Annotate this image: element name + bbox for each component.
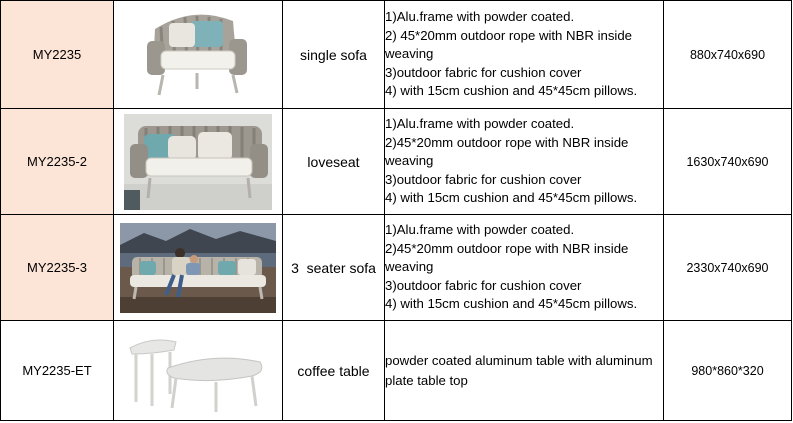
- description-line: 4) with 15cm cushion and 45*45cm pillows.: [385, 296, 638, 312]
- description-line: weaving: [385, 46, 434, 62]
- description-line: 1)Alu.frame with powder coated.: [385, 9, 575, 25]
- description-line: 2)45*20mm outdoor rope with NBR inside: [385, 134, 629, 150]
- description-line: 1)Alu.frame with powder coated.: [385, 222, 575, 238]
- description-line: 3)outdoor fabric for cushion cover: [385, 171, 582, 187]
- description-line: weaving: [385, 153, 434, 169]
- description-line: 2)45*20mm outdoor rope with NBR inside: [385, 240, 629, 256]
- table-row: [1, 109, 792, 215]
- product-name-cell: 3 seater sofa: [283, 215, 385, 321]
- description-line: 4) with 15cm cushion and 45*45cm pillows.: [385, 83, 638, 99]
- table-row: [1, 1, 792, 109]
- loveseat-photo: [124, 114, 272, 210]
- description-line: 3)outdoor fabric for cushion cover: [385, 64, 582, 80]
- description-line: 3)outdoor fabric for cushion cover: [385, 277, 582, 293]
- description-line: 1)Alu.frame with powder coated.: [385, 116, 575, 132]
- product-image-cell: [114, 215, 283, 321]
- product-name-cell: coffee table: [283, 321, 385, 421]
- product-description-cell: [385, 215, 664, 321]
- product-name-cell: loveseat: [283, 109, 385, 215]
- table-row: [1, 321, 792, 421]
- description-line: 4) with 15cm cushion and 45*45cm pillows.: [385, 190, 638, 206]
- product-code-cell: MY2235: [1, 1, 114, 109]
- product-size-cell: 980*860*320: [664, 321, 792, 421]
- coffee-table-photo: [124, 328, 272, 414]
- description-line: 2) 45*20mm outdoor rope with NBR inside: [385, 27, 633, 43]
- three-seater-sofa-photo: [120, 223, 276, 313]
- product-code-cell: MY2235-2: [1, 109, 114, 215]
- product-description-cell: [385, 109, 664, 215]
- product-size-cell: 1630x740x690: [664, 109, 792, 215]
- description-line: weaving: [385, 259, 434, 275]
- product-size-cell: 880x740x690: [664, 1, 792, 109]
- product-image-cell: [114, 321, 283, 421]
- product-description-cell: [385, 321, 664, 421]
- description-line: powder coated aluminum table with aluminum: [385, 352, 653, 368]
- product-code-cell: MY2235-ET: [1, 321, 114, 421]
- product-code-cell: MY2235-3: [1, 215, 114, 321]
- product-description-cell: [385, 1, 664, 109]
- single-sofa-photo: [133, 7, 263, 103]
- product-image-cell: [114, 109, 283, 215]
- description-line: plate table top: [385, 372, 468, 388]
- product-image-cell: [114, 1, 283, 109]
- product-size-cell: 2330x740x690: [664, 215, 792, 321]
- table-row: [1, 215, 792, 321]
- product-name-cell: single sofa: [283, 1, 385, 109]
